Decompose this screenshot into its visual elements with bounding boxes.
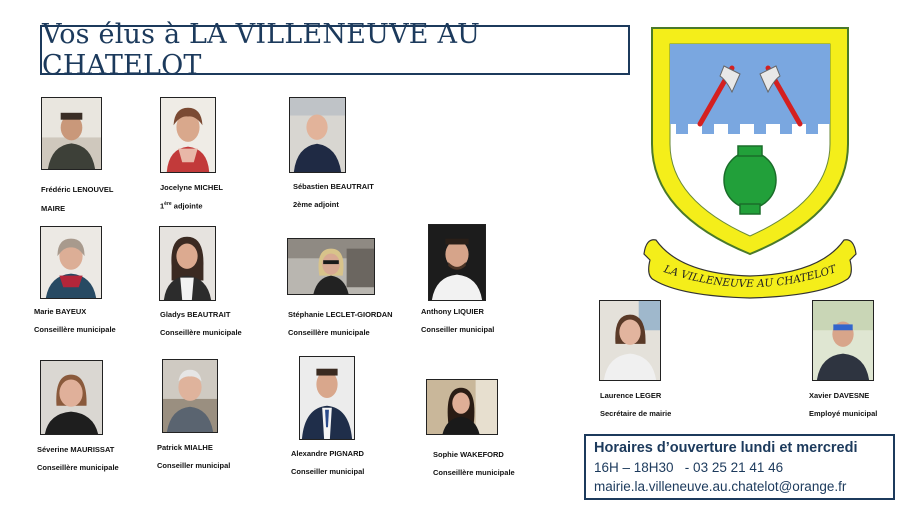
person-name: Sébastien BEAUTRAIT [293, 182, 374, 191]
person-role: Conseillère municipale [34, 325, 116, 334]
person-role: Conseillère municipale [37, 463, 119, 472]
person-name: Patrick MIALHE [157, 443, 213, 452]
person-role: Conseillère municipale [288, 328, 370, 337]
portrait-photo [40, 226, 102, 299]
person-role: 2ème adjoint [293, 200, 339, 209]
person-name: Marie BAYEUX [34, 307, 87, 316]
person-role: Conseillère municipale [433, 468, 515, 477]
person-role: MAIRE [41, 204, 66, 213]
opening-hours-box [584, 434, 895, 500]
opening-hours-time-phone: 16H – 18H30 - 03 25 21 41 46 [594, 460, 784, 475]
person-role: Secrétaire de mairie [600, 409, 672, 418]
person-role: Conseiller municipal [421, 325, 495, 334]
title-banner [40, 19, 630, 81]
portrait-photo [162, 359, 218, 433]
person-role: 1ère adjointe [160, 201, 203, 211]
portrait-photo [289, 97, 346, 173]
person-name: Jocelyne MICHEL [160, 183, 223, 192]
person-role: Conseiller municipal [157, 461, 231, 470]
portrait-photo [428, 224, 486, 301]
person-name: Alexandre PIGNARD [291, 449, 364, 458]
portrait-photo [599, 300, 661, 381]
portrait-photo [812, 300, 874, 381]
portrait-photo [41, 97, 102, 170]
person-name: Gladys BEAUTRAIT [160, 310, 231, 319]
opening-hours-title: Horaires d’ouverture lundi et mercredi [594, 440, 858, 456]
person-name: Frédéric LENOUVEL [41, 185, 114, 194]
person-name: Anthony LIQUIER [421, 307, 484, 316]
person-role: Employé municipal [809, 409, 878, 418]
portrait-photo [160, 97, 216, 173]
portrait-photo [299, 356, 355, 440]
portrait-photo [426, 379, 498, 435]
person-name: Xavier DAVESNE [809, 391, 870, 400]
person-role: Conseiller municipal [291, 467, 365, 476]
person-name: Séverine MAURISSAT [37, 445, 115, 454]
person-role: Conseillère municipale [160, 328, 242, 337]
page-title: Vos élus à LA VILLENEUVE AU CHATELOT [42, 19, 481, 81]
portrait-photo [159, 226, 216, 301]
portrait-photo [287, 238, 375, 295]
person-name: Stéphanie LECLET-GIORDAN [288, 310, 393, 319]
portrait-photo [40, 360, 103, 435]
coat-of-arms-emblem [640, 24, 860, 304]
person-name: Sophie WAKEFORD [433, 450, 504, 459]
crest-motto: LA VILLENEUVE AU CHATELOT [662, 263, 838, 291]
contact-email[interactable]: mairie.la.villeneuve.au.chatelot@orange.fr [594, 479, 847, 494]
person-name: Laurence LEGER [600, 391, 662, 400]
